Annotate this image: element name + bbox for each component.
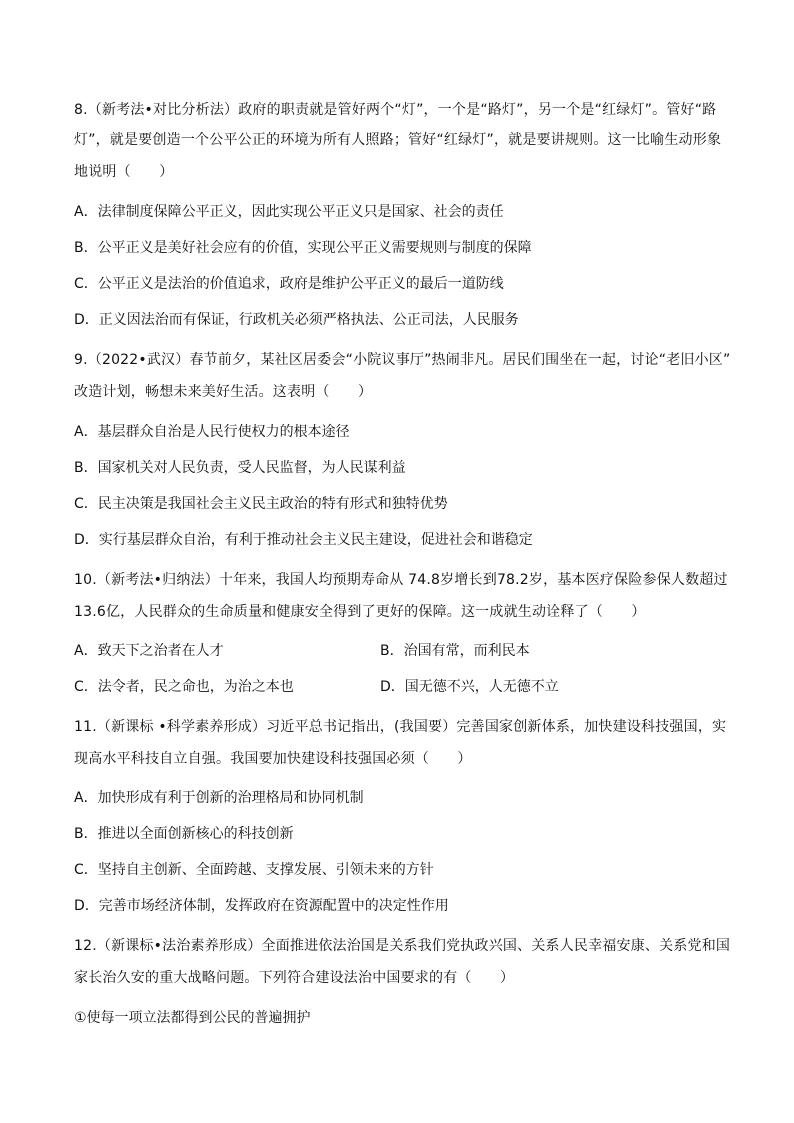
q9-option-b: B．国家机关对人民负责，受人民监督，为人民谋利益 <box>74 460 406 476</box>
q10-option-b: B．治国有常，而利民本 <box>380 643 530 659</box>
q9-stem-line-2: 改造计划，畅想未来美好生活。这表明（ ） <box>74 384 373 400</box>
q8-stem-line-3: 地说明（ ） <box>74 164 174 180</box>
q11-option-b: B．推进以全面创新核心的科技创新 <box>74 826 294 842</box>
q9-option-d: D．实行基层群众自治，有利于推动社会主义民主建设，促进社会和谐稳定 <box>74 532 533 548</box>
q9-stem-line-1: 9.（2022•武汉）春节前夕，某社区居委会“小院议事厅”热闹非凡。居民们围坐在一起，讨论“老旧小区” <box>74 352 731 368</box>
q10-option-d: D．国无德不兴，人无德不立 <box>380 679 559 695</box>
q12-item-1: ①使每一项立法都得到公民的普遍拥护 <box>74 1010 311 1026</box>
q8-stem-line-1: 8.（新考法•对比分析法）政府的职责就是管好两个“灯”，一个是“路灯”，另一个是“红绿灯”。管好“路 <box>74 102 717 118</box>
q8-option-a: A．法律制度保障公平正义，因此实现公平正义只是国家、社会的责任 <box>74 204 504 220</box>
q10-option-c: C．法令者，民之命也，为治之本也 <box>74 679 294 695</box>
q8-option-d: D．正义因法治而有保证，行政机关必须严格执法、公正司法，人民服务 <box>74 312 519 328</box>
q11-option-c: C．坚持自主创新、全面跨越、支撑发展、引领未来的方针 <box>74 862 434 878</box>
q8-stem-line-2: 灯”，就是要创造一个公平公正的环境为所有人照路；管好“红绿灯”，就是要讲规则。这一比喻生动形象 <box>74 132 722 148</box>
q9-option-a: A．基层群众自治是人民行使权力的根本途径 <box>74 424 350 440</box>
q10-stem-line-2: 13.6亿，人民群众的生命质量和健康安全得到了更好的保障。这一成就生动诠释了（ ） <box>74 604 646 620</box>
q11-option-d: D．完善市场经济体制，发挥政府在资源配置中的决定性作用 <box>74 898 449 914</box>
q12-stem-line-1: 12.（新课标•法治素养形成）全面推进依法治国是关系我们党执政兴国、关系人民幸福安康、关系党和国 <box>74 938 731 954</box>
q8-option-c: C．公平正义是法治的价值追求，政府是维护公平正义的最后一道防线 <box>74 276 504 292</box>
q12-stem-line-2: 家长治久安的重大战略问题。下列符合建设法治中国要求的有（ ） <box>74 970 515 986</box>
q11-option-a: A．加快形成有利于创新的治理格局和协同机制 <box>74 790 364 806</box>
q9-option-c: C．民主决策是我国社会主义民主政治的特有形式和独特优势 <box>74 496 448 512</box>
q10-option-a: A．致天下之治者在人才 <box>74 643 224 659</box>
q8-option-b: B．公平正义是美好社会应有的价值，实现公平正义需要规则与制度的保障 <box>74 240 532 256</box>
q11-stem-line-2: 现高水平科技自立自强。我国要加快建设科技强国必须（ ） <box>74 751 472 767</box>
q11-stem-line-1: 11.（新课标 •科学素养形成）习近平总书记指出，(我国要）完善国家创新体系，加快建设科技强国，实 <box>74 719 727 735</box>
q10-stem-line-1: 10.（新考法•归纳法）十年来，我国人均预期寿命从 74.8岁增长到78.2岁，基本医疗保险参保人数超过 <box>74 572 728 588</box>
